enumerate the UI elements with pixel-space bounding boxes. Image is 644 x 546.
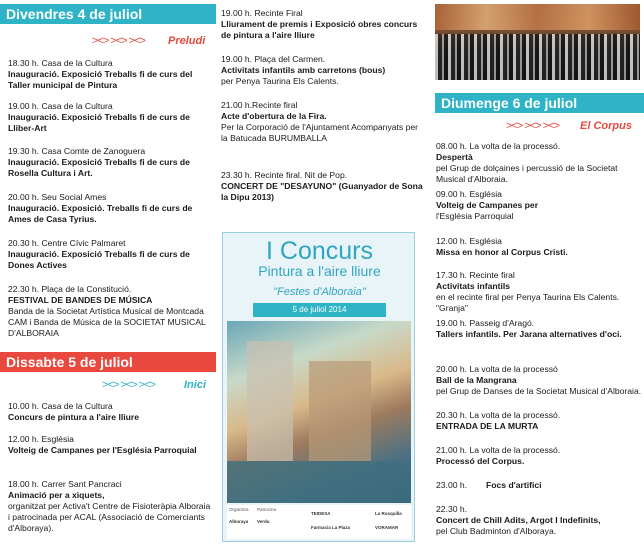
event-time: 12.00 h. Església bbox=[8, 434, 74, 444]
sponsor-logo: Alboraya bbox=[229, 519, 249, 524]
event-time: 08.00 h. La volta de la processó. bbox=[436, 141, 561, 151]
event-title: Processó del Corpus. bbox=[436, 456, 525, 466]
event-title: Inauguració. Exposició Treballs fi de curs del Taller municipal de Pintura bbox=[8, 69, 193, 90]
event-item bbox=[8, 146, 213, 179]
event-title: CONCERT DE "DESAYUNO" (Guanyador de Sona la Dipu 2013) bbox=[221, 181, 423, 202]
poster-date: 5 de juliol 2014 bbox=[253, 303, 386, 317]
event-item bbox=[436, 504, 642, 537]
event-title: Inauguració. Exposició. Treballs fi de curs de Ames de Casa Tyrius. bbox=[8, 203, 193, 224]
poster-festes: "Festes d'Alboraia" bbox=[273, 286, 366, 298]
event-description: pel Grup de dolçaines i percussió de la Societat Musical d'Alboraia. bbox=[436, 163, 618, 184]
event-item bbox=[8, 434, 213, 456]
event-time: 10.00 h. Casa de la Cultura bbox=[8, 401, 113, 411]
event-item bbox=[436, 141, 642, 185]
contest-poster bbox=[222, 232, 415, 542]
event-title: Concert de Chill Adits, Argot I Indefinits, bbox=[436, 515, 601, 525]
sponsor-logo: La Rosquilla bbox=[375, 511, 402, 516]
event-description: per Penya Taurina Els Calents. bbox=[221, 76, 339, 86]
event-description: pel Grup de Danses de la Societat Musical d'Alboraia. bbox=[436, 386, 642, 396]
event-title: Inauguració. Exposició Treballs fi de curs de Rosella Cultura i Art. bbox=[8, 157, 190, 178]
poster-subtitle: Pintura a l'aire lliure bbox=[258, 263, 381, 279]
fish-icon: ><> ><> ><> bbox=[92, 35, 145, 47]
event-time: 19.00 h. Passeig d'Aragó. bbox=[436, 318, 535, 328]
event-time: 18.30 h. Casa de la Cultura bbox=[8, 58, 113, 68]
event-title: Activitats infantils amb carretons (bous) bbox=[221, 65, 386, 75]
event-item bbox=[8, 101, 213, 134]
event-time: 20.00 h. La volta de la processó bbox=[436, 364, 558, 374]
event-item bbox=[8, 479, 213, 534]
event-time: 20.00 h. Seu Social Ames bbox=[8, 192, 107, 202]
event-description: organitzat per Activa't Centre de Fisioteràpia Alboraia i patrocinada per ACAL (Associació de Comerciants d'Alboraya). bbox=[8, 501, 211, 533]
sunday-subtitle: El Corpus bbox=[580, 120, 632, 132]
event-description: l'Església Parroquial bbox=[436, 211, 514, 221]
event-title: Volteig de Campanes per l'Església Parroquial bbox=[8, 445, 197, 455]
event-title: Missa en honor al Corpus Cristi. bbox=[436, 247, 568, 257]
event-item bbox=[8, 401, 213, 423]
event-time: 19.30 h. Casa Comte de Zanoguera bbox=[8, 146, 146, 156]
event-item bbox=[436, 236, 642, 258]
saturday-subtitle: Inici bbox=[184, 379, 207, 391]
event-item bbox=[8, 238, 213, 271]
friday-header: Divendres 4 de juliol bbox=[0, 4, 216, 24]
event-item bbox=[221, 54, 425, 87]
poster-painting bbox=[227, 321, 411, 503]
painting-building bbox=[247, 341, 293, 461]
event-time: 22.30 h. Plaça de la Constitució. bbox=[8, 284, 132, 294]
event-item bbox=[436, 364, 642, 397]
event-time: 20.30 h. Centre Cívic Palmaret bbox=[8, 238, 126, 248]
event-item bbox=[436, 410, 642, 432]
event-time: 12.00 h. Església bbox=[436, 236, 502, 246]
column-friday bbox=[0, 0, 216, 546]
poster-title: I Concurs bbox=[266, 237, 373, 265]
event-item bbox=[436, 445, 642, 467]
event-item bbox=[436, 318, 642, 340]
organitza-label: Organitza bbox=[229, 507, 249, 512]
event-description: en el recinte firal per Penya Taurina Els Calents. "Granja" bbox=[436, 292, 620, 313]
saturday-subheader bbox=[0, 378, 216, 392]
column-sunday bbox=[432, 0, 644, 546]
event-time: 23.30 h. Recinte firal. Nit de Pop. bbox=[221, 170, 348, 180]
event-title: Animació per a xiquets, bbox=[8, 490, 105, 500]
saturday-header: Dissabte 5 de juliol bbox=[0, 352, 216, 372]
event-time: 22.30 h. bbox=[436, 504, 468, 514]
event-item bbox=[221, 170, 425, 203]
event-item bbox=[221, 100, 425, 144]
event-title: Inauguració. Exposició Treballs fi de curs de Dones Actives bbox=[8, 249, 190, 270]
event-time: 18.00 h. Carrer Sant Pancraci bbox=[8, 479, 122, 489]
sponsor-logo: Verdu bbox=[257, 519, 270, 524]
sunday-subheader bbox=[432, 119, 644, 133]
event-item bbox=[436, 270, 642, 314]
friday-subheader bbox=[0, 34, 216, 48]
fish-icon: ><> ><> ><> bbox=[102, 379, 155, 391]
event-title: Ball de la Mangrana bbox=[436, 375, 517, 385]
event-title: Focs d'artifici bbox=[486, 480, 542, 490]
event-time: 19.00 h. Recinte Firal bbox=[221, 8, 303, 18]
event-title: FESTIVAL DE BANDES DE MÚSICA bbox=[8, 295, 153, 305]
sunday-header: Diumenge 6 de juliol bbox=[435, 93, 644, 113]
event-title: Tallers infantils. Per Jarana alternatives d'oci. bbox=[436, 329, 622, 339]
event-time: 23.00 h. bbox=[436, 480, 468, 490]
event-item bbox=[436, 189, 642, 222]
event-time: 19.00 h. Casa de la Cultura bbox=[8, 101, 113, 111]
event-title: Lliurament de premis i Exposició obres concurs de pintura a l'aire lliure bbox=[221, 19, 418, 40]
event-item bbox=[486, 480, 636, 491]
event-title: Concurs de pintura a l'aire lliure bbox=[8, 412, 139, 422]
event-item bbox=[221, 8, 425, 41]
event-description: Banda de la Societat Artística Musical de Montcada CAM i Banda de Música de la SOCIETAT MUSICAL D'ALBORAIA bbox=[8, 306, 206, 338]
event-time: 21.00 h.Recinte firal bbox=[221, 100, 298, 110]
event-description: pel Club Badminton d'Alboraya. bbox=[436, 526, 557, 536]
event-time: 20.30 h. La volta de la processó. bbox=[436, 410, 561, 420]
event-title: Acte d'obertura de la Fira. bbox=[221, 111, 327, 121]
sponsor-strip bbox=[227, 505, 411, 539]
sponsor-logo: TEIDESA bbox=[311, 511, 331, 516]
painting-street bbox=[227, 461, 411, 503]
painting-building bbox=[309, 361, 371, 461]
event-item bbox=[8, 58, 213, 91]
event-item bbox=[8, 284, 213, 339]
event-time: 19.00 h. Plaça del Carmen. bbox=[221, 54, 326, 64]
sponsor-logo: Farmacia La Plaza bbox=[311, 525, 351, 530]
event-description: Per la Corporació de l'Ajuntament Acompanyats per la Batucada BURUMBALLA bbox=[221, 122, 419, 143]
event-title: Inauguració. Exposició Treballs fi de curs de Lliber-Art bbox=[8, 112, 190, 133]
sponsor-logo: VORAMAR bbox=[375, 525, 399, 530]
event-time: 21.00 h. La volta de la processó. bbox=[436, 445, 561, 455]
event-item bbox=[8, 192, 213, 225]
event-time: 09.00 h. Església bbox=[436, 189, 502, 199]
patrocina-label: Patrocina bbox=[257, 507, 277, 512]
event-title: ENTRADA DE LA MURTA bbox=[436, 421, 539, 431]
event-title: Activitats infantils bbox=[436, 281, 511, 291]
event-time: 17.30 h. Recinte firal bbox=[436, 270, 515, 280]
event-title: Volteig de Campanes per bbox=[436, 200, 539, 210]
friday-subtitle: Preludi bbox=[168, 35, 206, 47]
event-title: Despertà bbox=[436, 152, 473, 162]
fish-icon: ><> ><> ><> bbox=[506, 120, 559, 132]
